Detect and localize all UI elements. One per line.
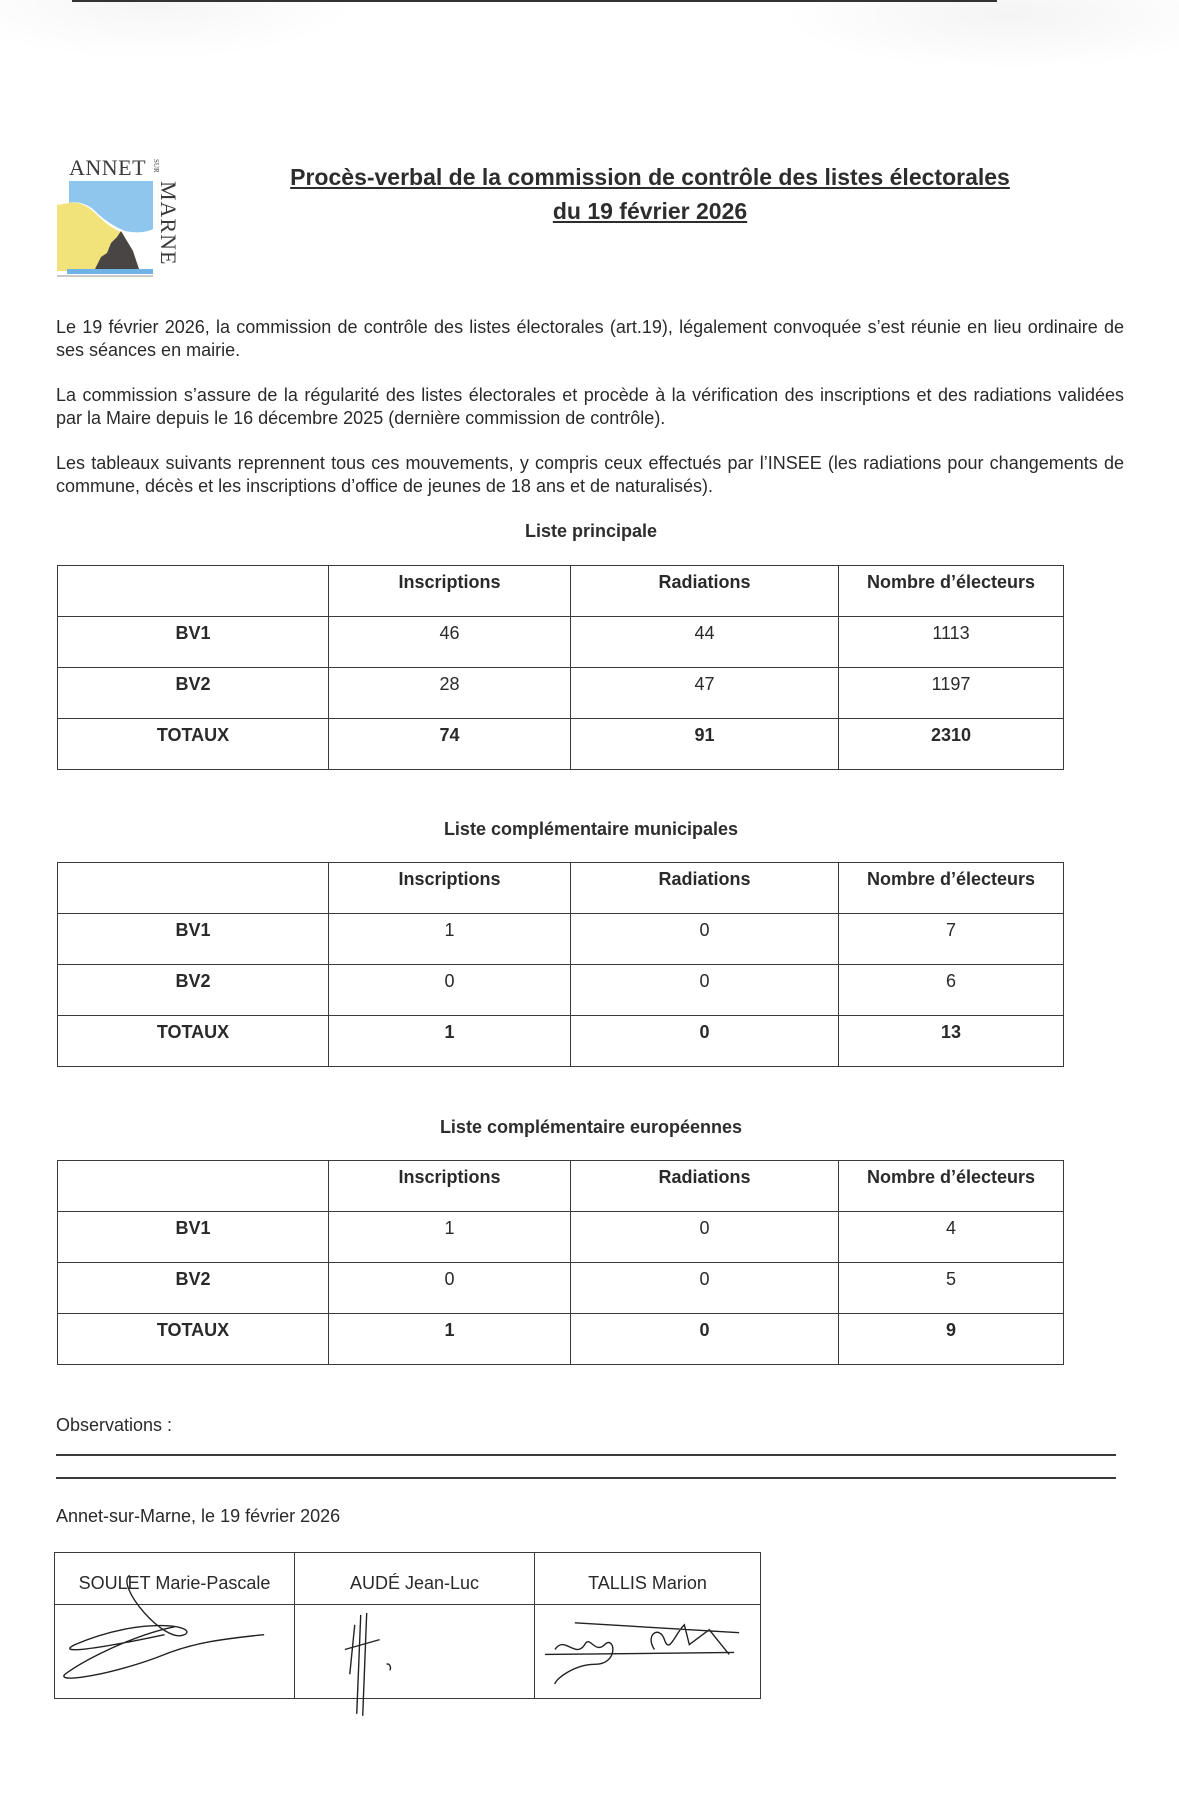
top-rule [72,0,997,2]
title-line-2: du 19 février 2026 [552,198,748,224]
signature-cell [55,1605,295,1699]
row-label: TOTAUX [58,719,329,770]
scan-shadow-right [779,0,1179,70]
table-liste-principale [57,565,1064,770]
header-cell: Radiations [571,566,839,617]
town-logo [55,155,185,280]
logo-landscape-icon [55,181,155,281]
row-label: BV2 [58,1263,329,1314]
table-row [58,914,1064,965]
scan-shadow-left [0,0,360,60]
table-title-europeennes: Liste complémentaire européennes [439,1117,743,1137]
table-total-row [58,1314,1064,1365]
header-cell [58,566,329,617]
table-row [58,965,1064,1016]
table-header-row [58,1161,1064,1212]
signature-icon [55,1605,294,1698]
cell-inscriptions: 28 [329,668,571,719]
observations-line-1 [56,1454,1116,1456]
header-cell: Nombre d’électeurs [839,566,1064,617]
table-title-municipales: Liste complémentaire municipales [443,819,739,839]
cell-inscriptions: 1 [329,1212,571,1263]
cell-electeurs: 7 [839,914,1064,965]
header-cell: Inscriptions [329,566,571,617]
header-cell: Radiations [571,863,839,914]
row-label: TOTAUX [58,1314,329,1365]
cell-radiations: 0 [571,914,839,965]
table-header-row [58,863,1064,914]
paragraph-tables-intro: Les tableaux suivants reprennent tous ces mouvements, y compris ceux effectués par l’INSEE (les radiations pour changements de commune, décès et les inscriptions d’office de jeunes de 18 ans et de naturalisés). [56,453,1124,496]
header-cell: Nombre d’électeurs [839,1161,1064,1212]
logo-text-sur: SUR [152,159,160,173]
header-cell: Inscriptions [329,1161,571,1212]
row-label: BV2 [58,668,329,719]
signatory-name: TALLIS Marion [535,1553,761,1605]
row-label: TOTAUX [58,1016,329,1067]
cell-electeurs: 5 [839,1263,1064,1314]
cell-inscriptions: 46 [329,617,571,668]
cell-electeurs: 9 [839,1314,1064,1365]
cell-inscriptions: 0 [329,965,571,1016]
cell-electeurs: 2310 [839,719,1064,770]
table-title-principale: Liste principale [524,521,658,541]
logo-text-marne: MARNE [156,181,181,266]
signature-icon [535,1605,760,1698]
cell-radiations: 44 [571,617,839,668]
place-and-date: Annet-sur-Marne, le 19 février 2026 [56,1506,341,1526]
row-label: BV1 [58,914,329,965]
header-cell: Radiations [571,1161,839,1212]
row-label: BV2 [58,965,329,1016]
row-label: BV1 [58,1212,329,1263]
table-row [58,1212,1064,1263]
observations-line-2 [56,1477,1116,1479]
signatory-name: SOULET Marie-Pascale [55,1553,295,1605]
cell-radiations: 91 [571,719,839,770]
paragraph-meeting: Le 19 février 2026, la commission de contrôle des listes électorales (art.19), légalement convoquée s’est réunie en lieu ordinaire de ses séances en mairie. [56,317,1124,360]
cell-inscriptions: 0 [329,1263,571,1314]
cell-electeurs: 1113 [839,617,1064,668]
title-line-1: Procès-verbal de la commission de contrôle des listes électorales [290,164,1010,190]
observations-label: Observations : [56,1415,173,1435]
logo-text-annet: ANNET [69,155,147,180]
signature-table [54,1552,761,1699]
table-total-row [58,719,1064,770]
cell-radiations: 0 [571,1263,839,1314]
cell-inscriptions: 1 [329,1314,571,1365]
cell-radiations: 47 [571,668,839,719]
row-label: BV1 [58,617,329,668]
cell-electeurs: 6 [839,965,1064,1016]
table-header-row [58,566,1064,617]
cell-radiations: 0 [571,1314,839,1365]
signature-icon [295,1605,534,1698]
header-cell [58,1161,329,1212]
cell-electeurs: 13 [839,1016,1064,1067]
cell-inscriptions: 1 [329,914,571,965]
header-cell: Inscriptions [329,863,571,914]
cell-radiations: 0 [571,1212,839,1263]
cell-inscriptions: 74 [329,719,571,770]
table-row [58,668,1064,719]
table-total-row [58,1016,1064,1067]
page-title [200,160,1100,228]
signatory-names-row [55,1553,761,1605]
table-liste-municipales [57,862,1064,1067]
cell-radiations: 0 [571,965,839,1016]
cell-electeurs: 4 [839,1212,1064,1263]
logo-river [67,269,153,274]
signatory-name: AUDÉ Jean-Luc [295,1553,535,1605]
table-liste-europeennes [57,1160,1064,1365]
table-row [58,1263,1064,1314]
table-row [58,617,1064,668]
signature-cell [535,1605,761,1699]
header-cell [58,863,329,914]
cell-radiations: 0 [571,1016,839,1067]
cell-inscriptions: 1 [329,1016,571,1067]
signature-cell [295,1605,535,1699]
paragraph-verification: La commission s’assure de la régularité des listes électorales et procède à la vérification des inscriptions et des radiations validées par la Maire depuis le 16 décembre 2025 (dernière commission de contrôle). [56,385,1124,428]
header-cell: Nombre d’électeurs [839,863,1064,914]
signatures-row [55,1605,761,1699]
cell-electeurs: 1197 [839,668,1064,719]
